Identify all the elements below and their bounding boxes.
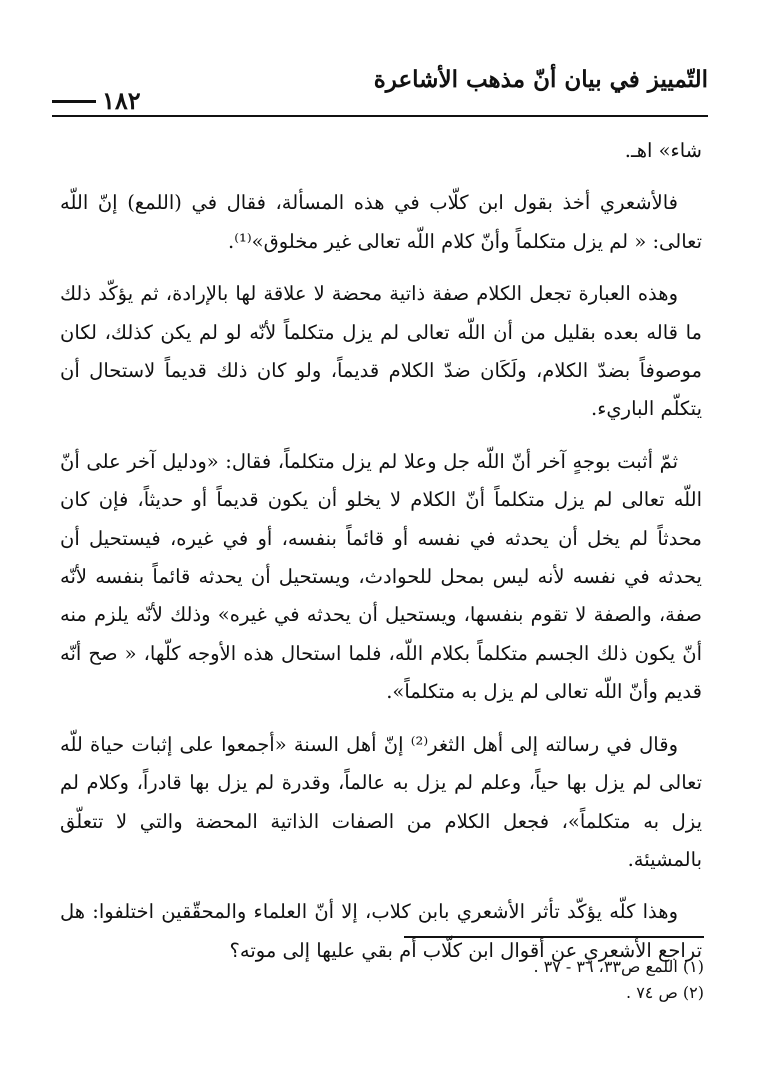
paragraph-continuation: شاء» اهـ. (624, 139, 702, 162)
footnote-2: (٢) ص ٧٤ . (626, 983, 704, 1002)
paragraph-conclusion: وهذا كلّه يؤكّد تأثر الأشعري بابن كلاب، إلا أنّ العلماء والمحقّقين اختلفوا: هل تراجع الأشعري عن أقوال ابن كلّاب أم بقي عليها إلى موته؟ (60, 900, 702, 962)
footnotes (104, 954, 704, 1006)
page-header (52, 60, 708, 120)
page-number-dash (52, 100, 96, 103)
paragraph-letter-to-thaghr: وقال في رسالته إلى أهل الثغر⁽²⁾ إنّ أهل السنة «أجمعوا على إثبات حياة للّه تعالى لم يزل بها حياً، وعلم لم يزل به عالماً، وقدرة لم يزل بها قادراً، وكلام لم يزل به متكلماً»، فجعل الكلام من الصفات الذاتية المحضة والتي لا تتعلّق بالمشيئة. (60, 732, 702, 871)
footnote-1: (١) اللمع ص٣٣، ٣٦ - ٣٧ . (533, 957, 704, 976)
running-title: التّمييز في بيان أنّ مذهب الأشاعرة (373, 66, 708, 93)
paragraph-second-proof: ثمّ أثبت بوجهٍ آخر أنّ اللّه جل وعلا لم يزل متكلماً، فقال: «ودليل آخر على أنّ اللّه تعالى لم يزل متكلماً أنّ الكلام لا يخلو أن يكون قديماً أو حديثاً، فإن كان محدثاً لم يخل أن يحدثه في نفسه أو قائماً بنفسه، أو في غيره، فيستحيل أن يحدثه في نفسه لأنه ليس بمحل للحوادث، ويستحيل أن يحدثه قائماً بنفسه لأنّه صفة، والصفة لا تقوم بنفسها، ويستحيل أن يحدثه في غيره» وذلك لأنّه يلزم منه أنّ يكون ذلك الجسم متكلماً بكلام اللّه، فلما استحال هذه الأوجه كلّها، « صح أنّه قديم وأنّ اللّه تعالى لم يزل به متكلماً». (60, 449, 702, 704)
footnote-separator (404, 936, 704, 938)
page-number: ١٨٢ (102, 86, 141, 115)
paragraph-essential-attribute: وهذه العبارة تجعل الكلام صفة ذاتية محضة لا علاقة لها بالإرادة، ثم يؤكّد ذلك ما قاله بعده بقليل من أن اللّه تعالى لم يزل متكلماً لأنّه لو لم يكن كذلك، لكان موصوفاً بضدّ الكلام، ولَكَان ضدّ الكلام قديماً، ولو كان ذلك قديماً لاستحال أن يتكلّم الباريء. (60, 282, 702, 421)
body-text (60, 132, 702, 970)
header-rule (52, 115, 708, 117)
paragraph-luma-quote: فالأشعري أخذ بقول ابن كلّاب في هذه المسألة، فقال في (اللمع) إنّ اللّه تعالى: « لم يزل متكلماً وأنّ كلام اللّه تعالى غير مخلوق»⁽¹⁾. (60, 191, 702, 253)
